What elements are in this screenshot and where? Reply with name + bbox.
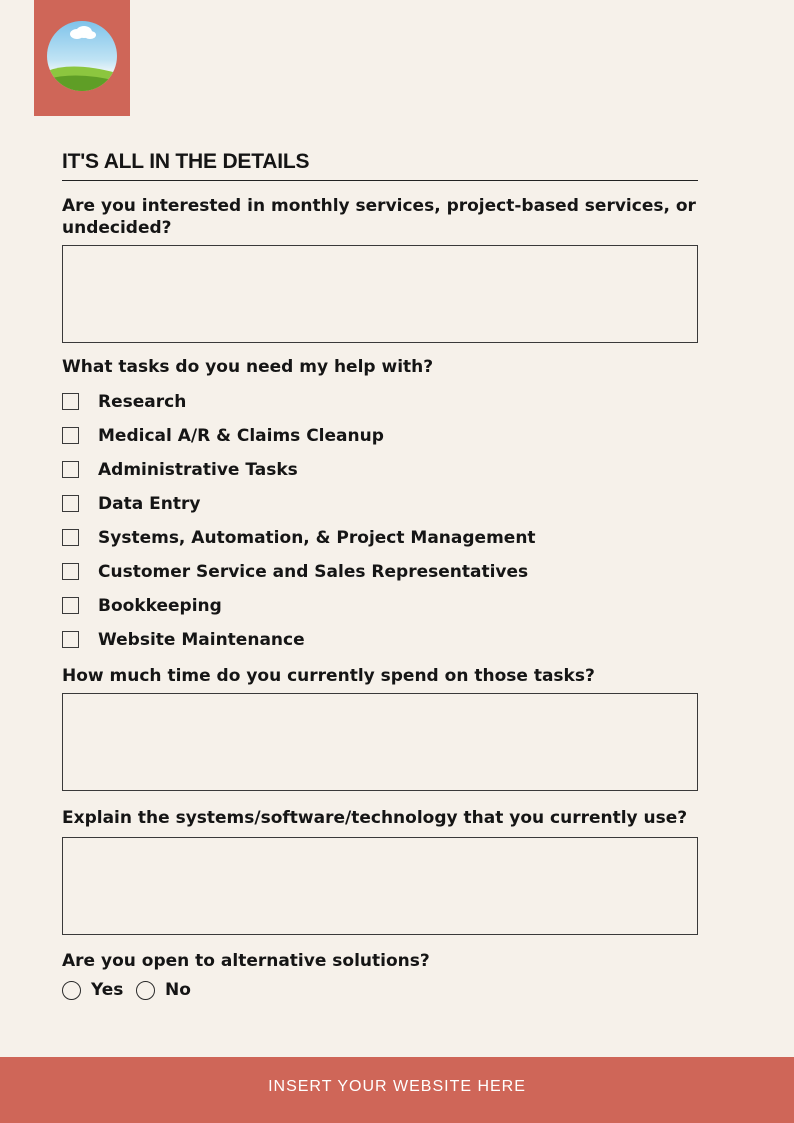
task-option-data-entry[interactable] [62,494,698,514]
footer-website-text: INSERT YOUR WEBSITE HERE [268,1078,526,1095]
task-option-label: Administrative Tasks [98,460,298,480]
systems-input[interactable] [62,837,698,935]
checkbox[interactable] [62,495,79,512]
task-option-website[interactable] [62,630,698,650]
task-option-medical-ar[interactable] [62,426,698,446]
task-option-label: Data Entry [98,494,201,514]
time-spent-input[interactable] [62,693,698,791]
task-option-label: Systems, Automation, & Project Management [98,528,536,548]
question-alternatives: Are you open to alternative solutions? [62,951,430,971]
footer-bar [0,1057,794,1123]
question-tasks: What tasks do you need my help with? [62,357,434,377]
task-option-bookkeeping[interactable] [62,596,698,616]
radio-no[interactable] [136,981,155,1000]
section-heading: IT'S ALL IN THE DETAILS [62,150,698,181]
radio-yes[interactable] [62,981,81,1000]
question-time-spent: How much time do you currently spend on those tasks? [62,666,595,686]
task-option-label: Bookkeeping [98,596,222,616]
checkbox[interactable] [62,427,79,444]
task-option-systems[interactable] [62,528,698,548]
service-type-input[interactable] [62,245,698,343]
landscape-icon [47,21,117,91]
checkbox[interactable] [62,529,79,546]
task-option-label: Research [98,392,187,412]
radio-no-label: No [165,980,191,1000]
checkbox[interactable] [62,631,79,648]
task-option-administrative[interactable] [62,460,698,480]
task-option-label: Customer Service and Sales Representatives [98,562,529,582]
checkbox[interactable] [62,563,79,580]
radio-yes-label: Yes [91,980,124,1000]
logo-tab [34,0,130,116]
alternatives-radio-group [62,979,362,1003]
task-option-label: Medical A/R & Claims Cleanup [98,426,384,446]
checkbox[interactable] [62,461,79,478]
task-option-research[interactable] [62,392,698,412]
question-service-type: Are you interested in monthly services, project-based services, or undecided? [62,196,696,238]
question-systems: Explain the systems/software/technology that you currently use? [62,808,688,828]
task-option-label: Website Maintenance [98,630,305,650]
task-option-customer-service[interactable] [62,562,698,582]
checkbox[interactable] [62,597,79,614]
checkbox[interactable] [62,393,79,410]
